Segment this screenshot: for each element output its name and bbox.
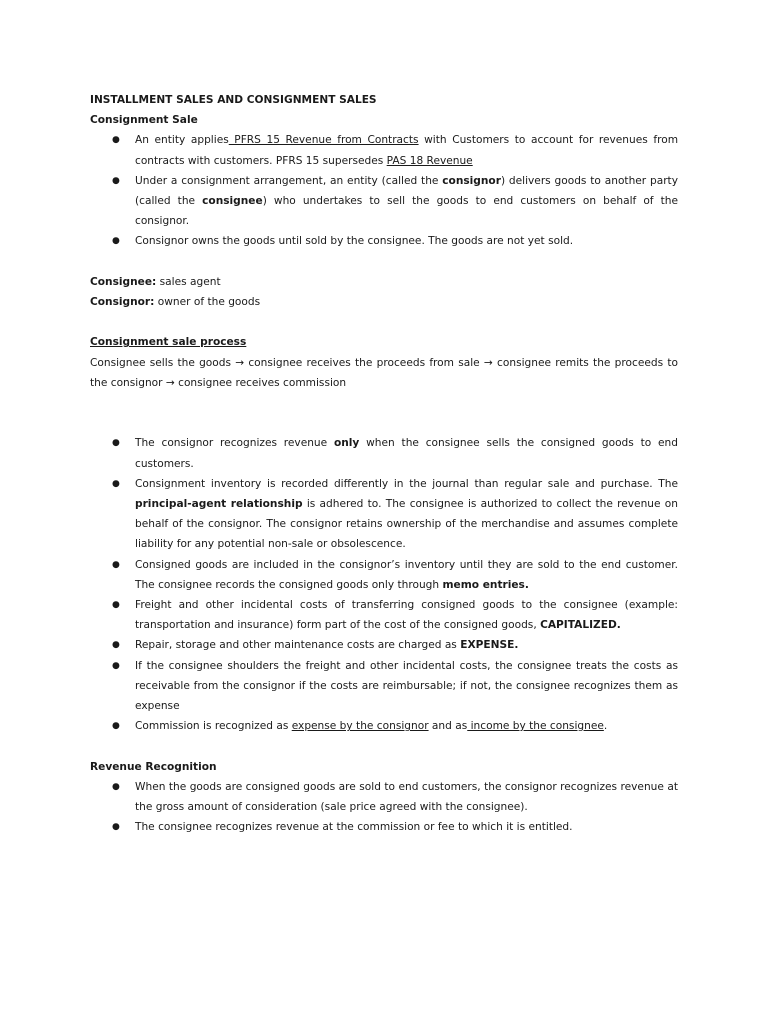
bold-term: only [333,437,360,450]
list-item [90,635,678,655]
revenue-recognition-heading: Revenue Recognition [90,760,217,773]
list-item [90,595,678,635]
text: Consignment inventory is recorded differently in the journal than regular sale and purchase. The [135,477,678,490]
list-item [90,433,678,473]
pas18-link[interactable]: PAS 18 Revenue [386,154,473,167]
underlined-term: income by the consignee [467,720,604,733]
bold-term: consignor [442,174,501,187]
rules-list [90,433,678,736]
consignment-sale-list [90,130,678,251]
text: Commission is recognized as [135,720,292,733]
definition-consignee [90,272,678,292]
definition-term: Consignee: [90,275,157,288]
definition-desc: owner of the goods [154,296,261,309]
text: and as [428,720,468,733]
definition-term: Consignor: [90,296,155,309]
text: Consigned goods are included in the consignor’s inventory until they are sold to the end customer. The consignee records the consigned goods only through [135,558,678,591]
text: The consignor recognizes revenue [135,437,334,450]
definition-desc: sales agent [156,275,221,288]
text: ) delivers goods to another party (called the [135,174,678,208]
list-item [90,474,678,555]
bold-term: EXPENSE. [460,639,519,652]
list-item [90,656,678,717]
spacer [90,252,678,272]
document-content [90,90,678,837]
spacer [90,312,678,332]
list-item [90,231,678,251]
text: ) who undertakes to sell the goods to end customers on behalf of the consignor. [135,195,678,228]
text: Repair, storage and other maintenance costs are charged as [135,639,461,652]
document-title: INSTALLMENT SALES AND CONSIGNMENT SALES [90,94,377,106]
list-item [90,130,678,170]
bold-term: principal-agent relationship [135,498,303,511]
process-text: Consignee sells the goods → consignee receives the proceeds from sale → consignee remits the proceeds to the consignor → consignee receives commission [90,356,678,389]
text: Consignor owns the goods until sold by the consignee. The goods are not yet sold. [135,235,574,248]
underlined-term: expense by the consignor [291,720,429,733]
list-item [90,171,678,232]
spacer [90,393,678,433]
list-item [90,716,678,736]
text: with Customers to account for revenues from contracts with customers. PFRS 15 supersedes [135,134,679,167]
text: Freight and other incidental costs of transferring consigned goods to the consignee (example: transportation and insurance) form part of the cost of the consigned goods, [135,599,678,632]
bold-term: consignee [202,195,263,208]
text: Under a consignment arrangement, an entity (called the [135,174,443,187]
text: . [603,720,608,733]
pfrs15-link[interactable]: PFRS 15 Revenue from Contracts [228,134,419,147]
text: is adhered to. The consignee is authorized to collect the revenue on behalf of the consignor. The consignor retains ownership of the merchandise and assumes complete liability for any potential non-sale or obsolescence. [135,498,678,551]
list-item [90,555,678,595]
revenue-recognition-list [90,777,678,838]
list-item: ● The consignee recognizes revenue at the commission or fee to which it is entitled. [90,817,678,837]
definition-consignor [90,292,678,312]
bold-term: memo entries. [442,578,529,591]
text: If the consignee shoulders the freight and other incidental costs, the consignee treats the costs as receivable from the consignor if the costs are reimbursable; if not, the consignee recognizes them as expense [135,659,678,713]
spacer [90,736,678,756]
text: An entity applies [135,134,229,147]
consignment-sale-heading: Consignment Sale [90,114,198,127]
list-item: ● When the goods are consigned goods are sold to end customers, the consignor recognizes revenue at the gross amount of consideration (sale price agreed with the consignee). [90,777,678,817]
bold-term: CAPITALIZED. [540,619,621,632]
process-heading: Consignment sale process [90,336,247,349]
text: when the consignee sells the consigned goods to end customers. [135,437,678,470]
